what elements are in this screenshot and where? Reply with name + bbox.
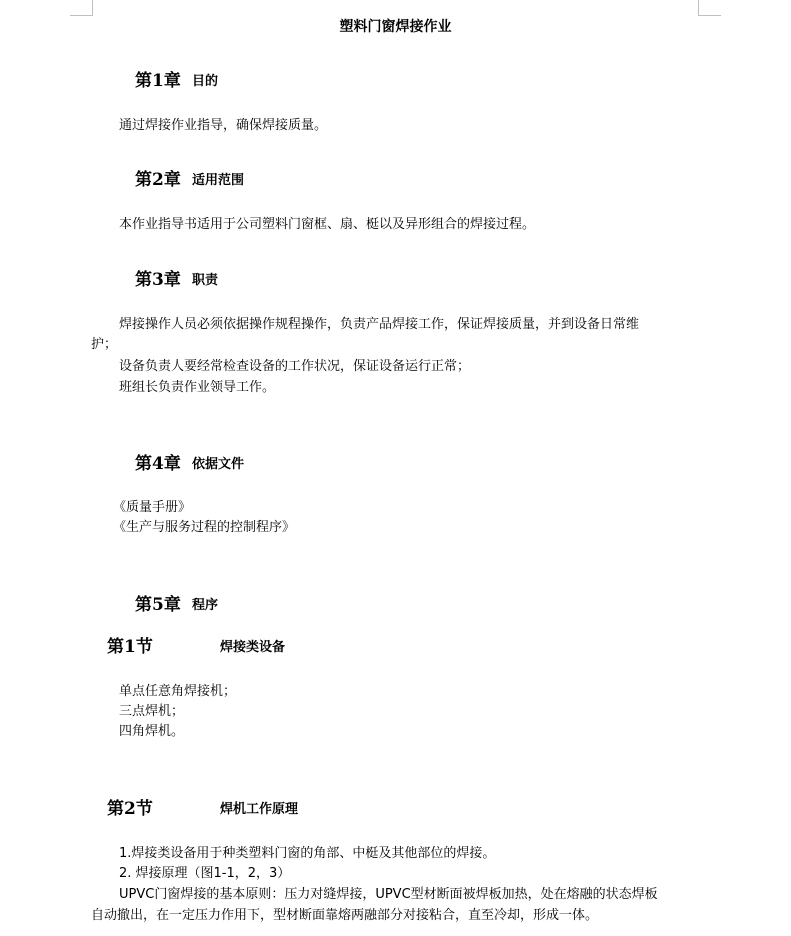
duty-paragraph-3: 班组长负责作业领导工作。 — [119, 380, 276, 395]
section-2-number: 第2节 — [107, 799, 153, 819]
duty-paragraph-1-line-2: 护； — [91, 337, 118, 352]
duty-paragraph-1-line-1: 焊接操作人员必须依据操作规程操作，负责产品焊接工作，保证焊接质量，并到设备日常维 — [119, 317, 640, 332]
chapter-4-number: 第4章 — [135, 454, 181, 474]
duty-paragraph-2: 设备负责人要经常检查设备的工作状况，保证设备运行正常； — [119, 359, 471, 374]
principle-paragraph-1: 1.焊接类设备用于种类塑料门窗的角部、中梃及其他部位的焊接。 — [119, 846, 496, 861]
principle-paragraph-3-line-2: 自动撤出，在一定压力作用下，型材断面靠熔两融部分对接粘合，直至冷却，形成一体。 — [91, 908, 599, 923]
equipment-item-2: 三点焊机； — [119, 704, 185, 719]
chapter-3-number: 第3章 — [135, 270, 181, 290]
scope-paragraph: 本作业指导书适用于公司塑料门窗框、扇、梃以及异形组合的焊接过程。 — [119, 217, 536, 232]
section-1-number: 第1节 — [107, 637, 153, 657]
chapter-2-title: 适用范围 — [192, 173, 245, 188]
document-title: 塑料门窗焊接作业 — [339, 19, 452, 35]
purpose-paragraph: 通过焊接作业指导，确保焊接质量。 — [119, 118, 328, 133]
chapter-1-title: 目的 — [192, 74, 219, 89]
equipment-item-1: 单点任意角焊接机； — [119, 684, 237, 699]
principle-paragraph-2: 2. 焊接原理（图1-1，2，3） — [119, 866, 291, 881]
reference-quality-manual: 《质量手册》 — [113, 500, 192, 515]
chapter-2-number: 第2章 — [135, 170, 181, 190]
page-corner-mark-right — [698, 0, 721, 16]
principle-paragraph-3-line-1: UPVC门窗焊接的基本原则：压力对缝焊接，UPVC型材断面被焊板加热，处在熔融的状态焊板 — [119, 887, 658, 902]
page-corner-mark-left — [70, 0, 93, 16]
chapter-5-number: 第5章 — [135, 595, 181, 615]
reference-process-control: 《生产与服务过程的控制程序》 — [113, 520, 296, 535]
equipment-item-3: 四角焊机。 — [119, 724, 185, 739]
chapter-5-title: 程序 — [192, 598, 219, 613]
chapter-1-number: 第1章 — [135, 71, 181, 91]
chapter-3-title: 职责 — [192, 273, 219, 288]
section-1-title: 焊接类设备 — [220, 640, 286, 655]
chapter-4-title: 依据文件 — [192, 457, 245, 472]
section-2-title: 焊机工作原理 — [220, 802, 299, 817]
